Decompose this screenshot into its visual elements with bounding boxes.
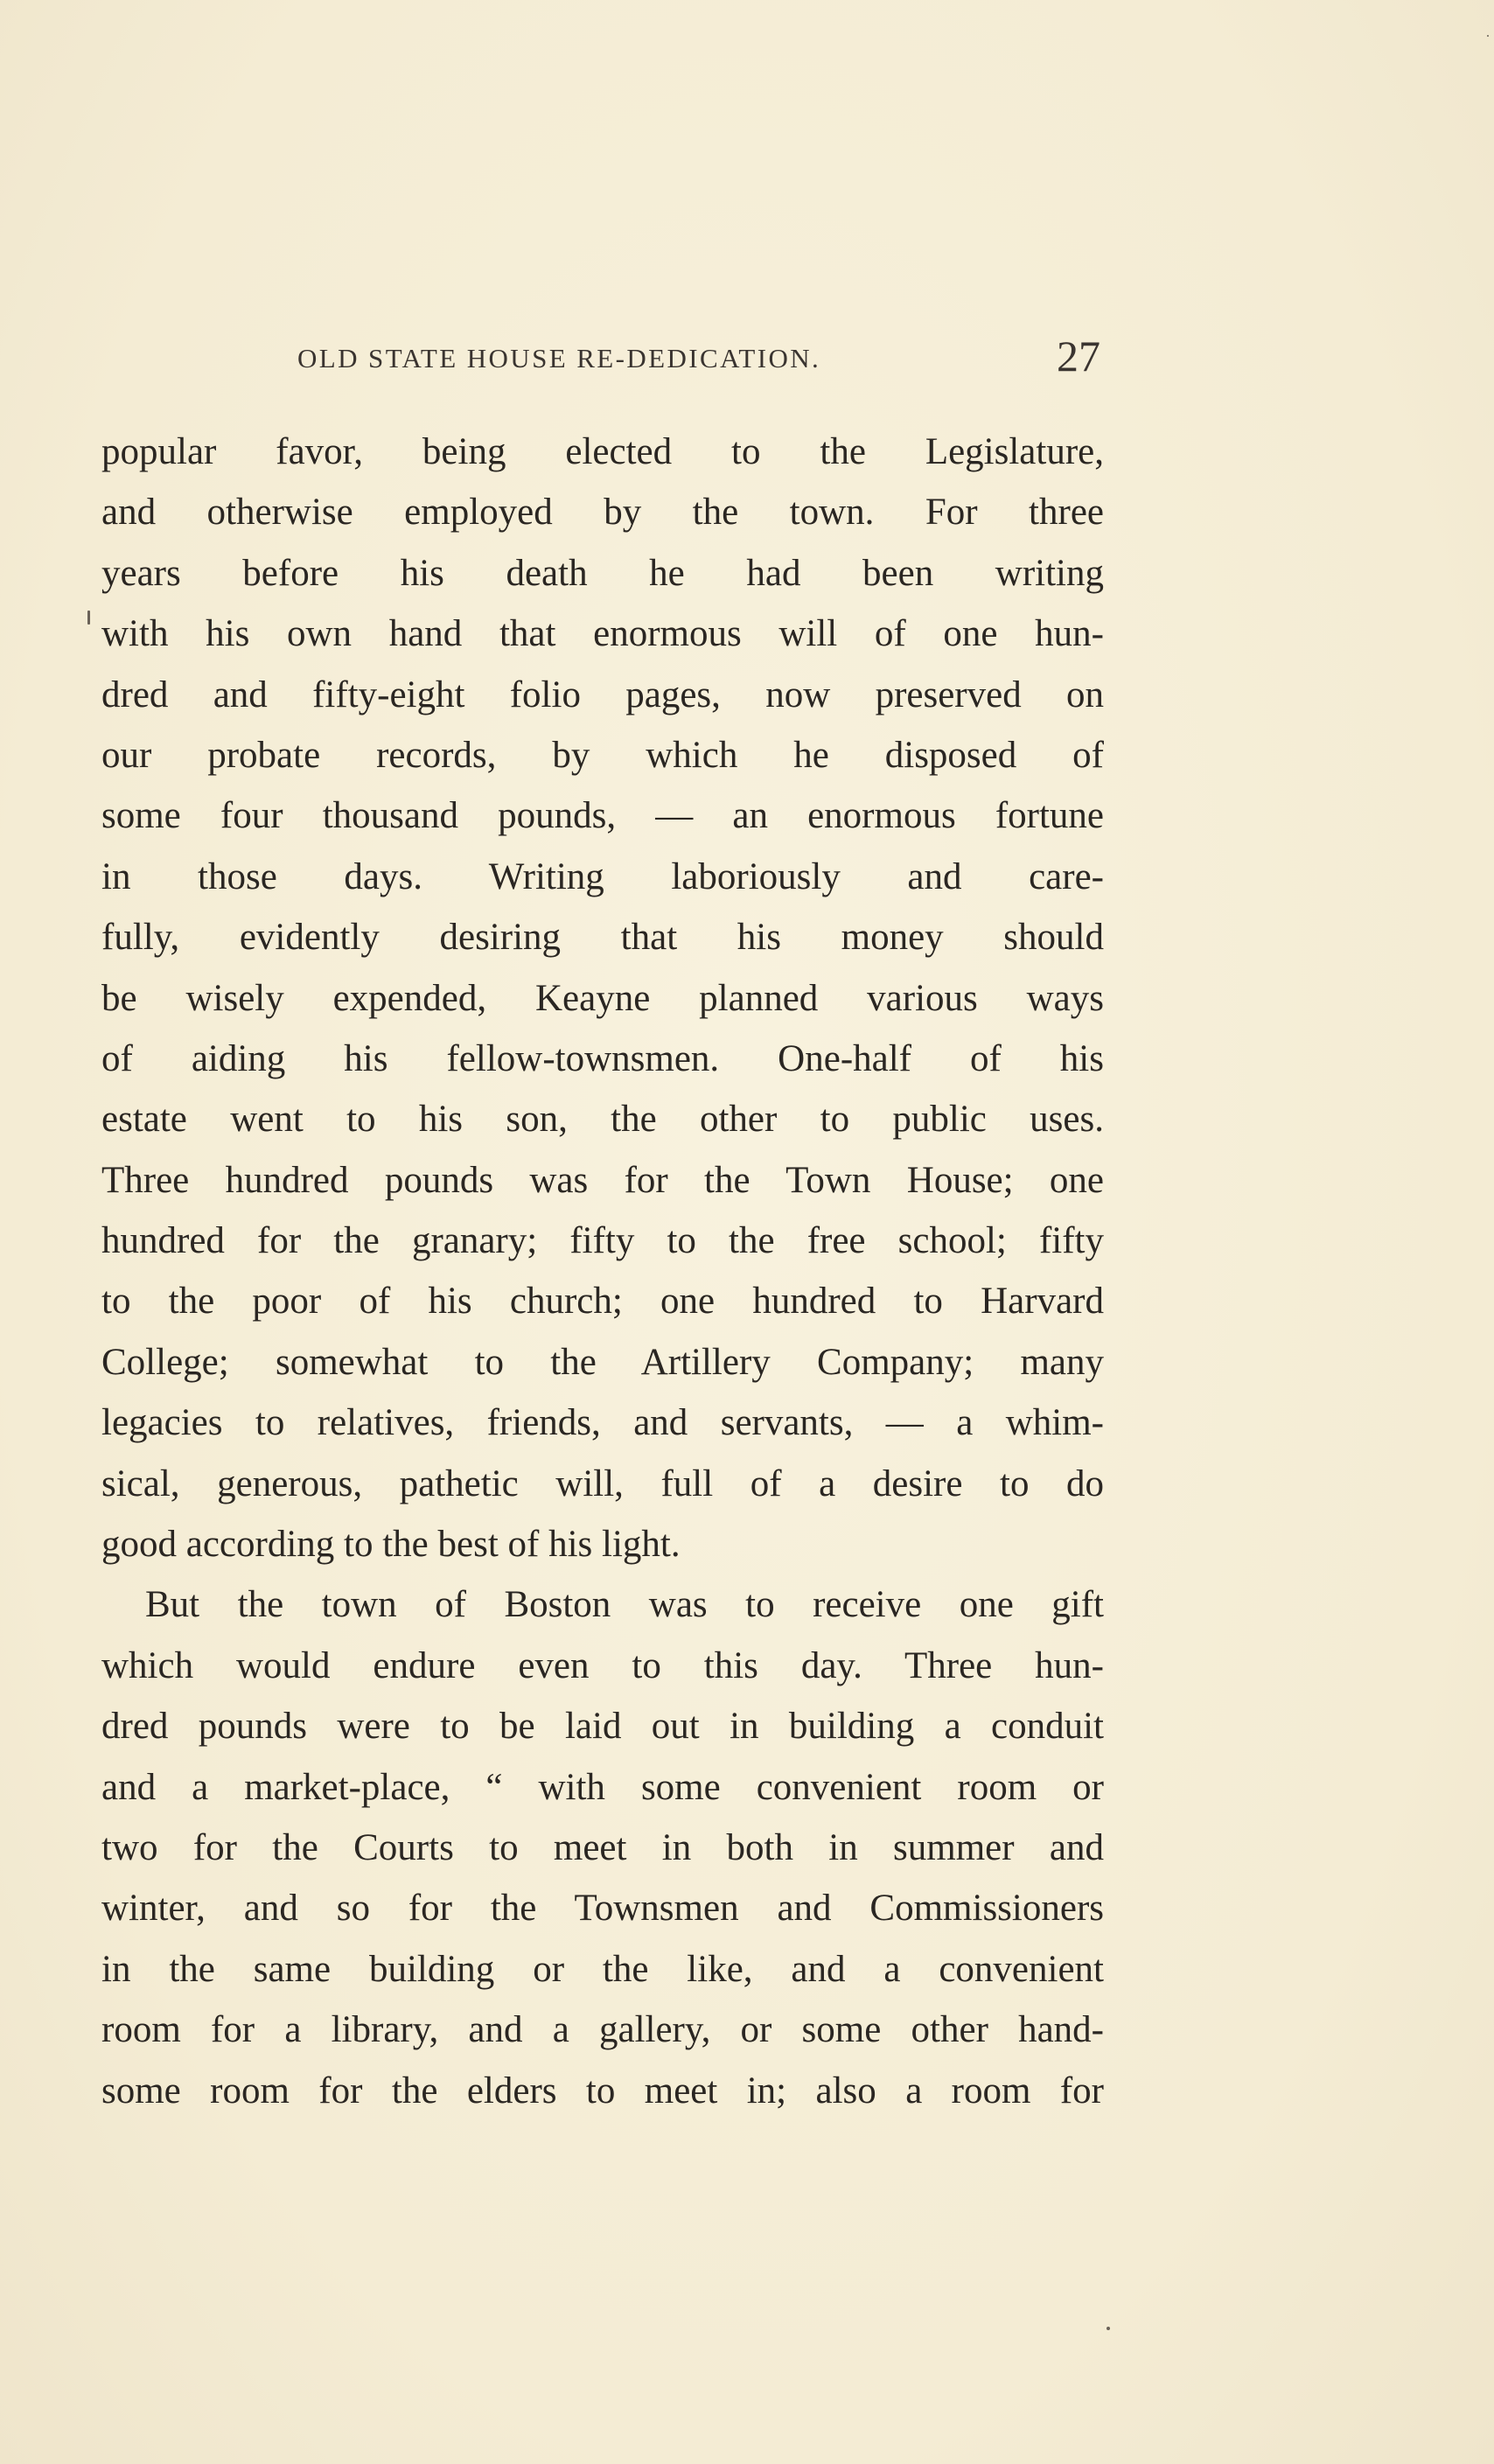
text-line: dred pounds were to be laid out in building a conduit [101,1706,1104,1748]
text-line: be wisely expended, Keayne planned various ways [101,977,1104,1019]
text-line: College; somewhat to the Artillery Company; many [101,1341,1104,1383]
text-line: room for a library, and a gallery, or some other hand- [101,2009,1104,2051]
text-line: winter, and so for the Townsmen and Commissioners [101,1888,1104,1930]
text-line: estate went to his son, the other to public uses. [101,1099,1104,1141]
text-line: and a market-place, “ with some convenient room or [101,1766,1104,1808]
page-number: 27 [1057,332,1100,380]
text-line: which would endure even to this day. Three hun- [101,1644,1104,1686]
text-line: some room for the elders to meet in; also a room for [101,2070,1104,2112]
running-head [98,331,1102,392]
text-line: popular favor, being elected to the Legislature, [101,431,1104,472]
text-line: sical, generous, pathetic will, full of a desire to do [101,1462,1104,1504]
text-line: in the same building or the like, and a convenient [101,1948,1104,1990]
paper-speck [1487,35,1489,37]
paper-speck [1107,2327,1110,2330]
text-line: years before his death he had been writing [101,552,1104,594]
text-line: with his own hand that enormous will of one hun- [101,613,1104,655]
text-line: dred and fifty-eight folio pages, now preserved on [101,674,1104,715]
body-text [101,422,1104,2121]
text-line: of aiding his fellow-townsmen. One-half of his [101,1037,1104,1079]
running-title: OLD STATE HOUSE RE-DEDICATION. [297,343,821,373]
text-line: fully, evidently desiring that his money should [101,917,1104,959]
text-line: hundred for the granary; fifty to the free school; fifty [101,1220,1104,1262]
text-line: and otherwise employed by the town. For three [101,492,1104,534]
text-line: our probate records, by which he disposed of [101,734,1104,776]
text-line: good according to the best of his light. [101,1524,681,1566]
text-line: in those days. Writing laboriously and care- [101,855,1104,897]
text-line: to the poor of his church; one hundred to Harvard [101,1281,1104,1323]
text-line: Three hundred pounds was for the Town House; one [101,1159,1104,1201]
text-line: But the town of Boston was to receive one gift [145,1584,1104,1626]
text-line: legacies to relatives, friends, and servants, — a whim- [101,1402,1104,1444]
margin-mark [87,611,90,625]
text-line: some four thousand pounds, — an enormous fortune [101,795,1104,837]
text-line: two for the Courts to meet in both in summer and [101,1826,1104,1868]
